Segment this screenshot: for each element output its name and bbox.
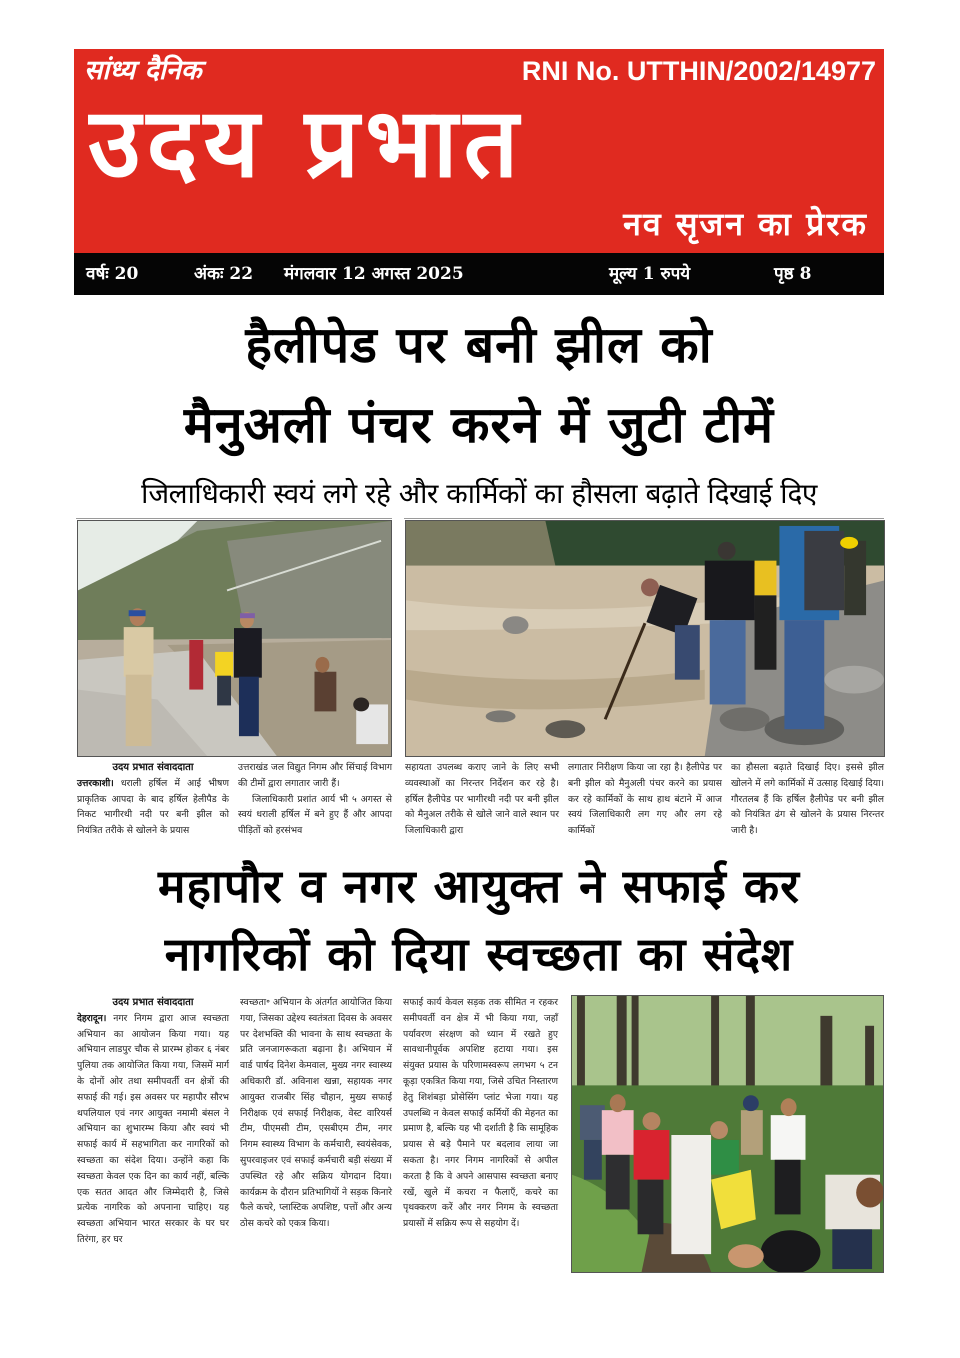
story2-dateline: देहरादून।	[77, 1012, 107, 1024]
divider	[76, 518, 392, 519]
story1-photo-river	[405, 520, 885, 757]
story1-column-4	[568, 760, 722, 839]
story1-body-text: जिलाधिकारी प्रशांत आर्य भी ५ अगस्त से स्वयं धराली हर्षिल में बने हुए हैं और आपदा पीड़ितों को हरसंभव	[238, 793, 392, 837]
story1-column-5	[731, 760, 884, 839]
masthead	[74, 49, 884, 253]
story2-body-text: नगर निगम द्वारा आज स्वच्छता अभियान का आयोजन किया गया। यह अभियान लाडपुर चौक से प्रारम्भ होकर ६ नंबर पुलिया तक आयोजित किया गया, जिसमें मार्ग के दोनों ओर तथा समीपवर्ती वन क्षेत्रों की सफाई की गई। इस अवसर पर महापौर सौरभ थपलियाल एवं नगर आयुक्त नमामी बंसल ने अभियान का शुभारम्भ किया और स्वयं भी सफाई कार्य में सहभागिता कर नागरिकों को स्वच्छता का संदेश दिया। उन्होंने कहा कि स्वच्छता केवल एक दिन का कार्य नहीं, बल्कि एक सतत आदत और जिम्मेदारी है, जिसे प्रत्येक नागरिक को अपनाना चाहिए। यह स्वच्छता अभियान भारत सरकार के घर घर तिरंगा, हर घर	[77, 1012, 230, 1245]
rni-number: RNI No. UTTHIN/2002/14977	[521, 56, 876, 86]
story2-byline: उदय प्रभात संवाददाता	[112, 997, 194, 1008]
story1-subheadline: जिलाधिकारी स्वयं लगे रहे और कार्मिकों का हौसला बढ़ाते दिखाई दिए	[141, 477, 817, 510]
story1-body-text: लगातार निरीक्षण किया जा रहा है। हैलीपेड पर बनी झील को मैनुअली पंचर करने का प्रयास कर रहे कार्मिकों के साथ हाथ बंटाने में आज स्वयं जिलाधिकारी लग गए और लग रहे कार्मिकों	[568, 762, 722, 837]
volume-year: वर्षः 20	[86, 264, 139, 284]
story1-body-text: धराली हर्षिल में आई भीषण प्राकृतिक आपदा के बाद हर्षिल हेलीपैड के निकट भागीरथी नदी पर बनी झील को नियंत्रित तरीके से खोलने के प्रयास	[77, 777, 229, 837]
story2-column-1	[77, 995, 229, 1248]
story2-headline	[74, 852, 884, 988]
photo-river-image	[406, 521, 884, 756]
page-number: पृष्ठ 8	[774, 264, 812, 284]
divider	[404, 518, 884, 519]
price: मूल्य 1 रुपये	[609, 264, 691, 284]
story2-column-3	[403, 995, 558, 1232]
story1-body-text: का हौसला बढ़ाते दिखाई दिए। इससे झील खोलने में लगे कार्मिकों में उत्साह दिखाई दिया। गौरतलब हैं कि हर्षिल हैलीपेड पर बनी झील को नियंत्रित ढंग से खोलने के प्रयास निरन्तर जारी है।	[731, 762, 884, 837]
issue-number: अंकः 22	[194, 264, 254, 284]
photo-riverside-image	[78, 521, 391, 756]
story1-headline	[74, 305, 884, 465]
story1-dateline: उत्तरकाशी।	[77, 777, 114, 789]
story1-photo-riverside	[77, 520, 392, 757]
story2-body-text: सफाई कार्य केवल सड़क तक सीमित न रहकर समीपवर्ती वन क्षेत्र में भी किया गया, जहाँ पर्यावरण संरक्षण को ध्यान में रखते हुए सावधानीपूर्वक अपशिष्ट हटाया गया। इस संयुक्त प्रयास के परिणामस्वरूप लगभग ५ टन कूड़ा एकत्रित किया गया, जिसे उचित निस्तारण हेतु शिशंबड़ा प्रोसेसिंग प्लांट भेजा गया। यह उपलब्धि न केवल सफाई कर्मियों की मेहनत का प्रमाण है, बल्कि यह भी दर्शाती है कि सामूहिक प्रयास से बड़े पैमाने पर बदलाव लाया जा सकता है। नगर निगम नागरिकों से अपील करता है कि वे अपने आसपास स्वच्छता बनाए रखें, खुले में कचरा न फैलाएँ, कचरे का पृथक्करण करें और नगर निगम के स्वच्छता प्रयासों में सक्रिय रूप से सहयोग दें।	[403, 997, 558, 1230]
story1-byline: उदय प्रभात संवाददाता	[112, 762, 194, 773]
newspaper-title: उदय प्रभात	[88, 89, 525, 197]
story1-column-2	[238, 760, 392, 839]
masthead-slogan: नव सृजन का प्रेरक	[623, 205, 868, 243]
story2-photo-cleanup	[571, 995, 884, 1273]
masthead-tagline: सांध्य दैनिक	[84, 55, 202, 86]
story1-body-text: सहायता उपलब्ध कराए जाने के लिए सभी व्यवस्थाओं का निरन्तर निर्देशन कर रहे है। हर्षिल हैलीपेड पर भागीरथी नदी पर बनी झील को मैनुअल तरीके से खोले जाने वाले स्थान पर जिलाधिकारी द्वारा	[405, 762, 559, 837]
story1-headline-line1: हैलीपेड पर बनी झील को	[245, 316, 713, 374]
issue-date: मंगलवार 12 अगस्त 2025	[284, 264, 464, 284]
story1-headline-line2: मैनुअली पंचर करने में जुटी टीमें	[183, 396, 775, 454]
story2-headline-line1: महापौर व नगर आयुक्त ने सफाई कर	[158, 859, 800, 913]
story2-headline-line2: नागरिकों को दिया स्वच्छता का संदेश	[164, 927, 794, 981]
issue-info-bar	[74, 253, 884, 295]
story2-column-2	[240, 995, 392, 1232]
story1-column-1	[77, 760, 229, 839]
story2-body-text: स्वच्छता॰ अभियान के अंतर्गत आयोजित किया गया, जिसका उद्देश्य स्वतंत्रता दिवस के अवसर पर देशभक्ति की भावना के साथ स्वच्छता के प्रति जनजागरूकता बढ़ाना है। अभियान में वार्ड पार्षद दिनेश केमवाल, मुख्य नगर स्वास्थ्य अधिकारी डॉ. अविनाश खन्ना, सहायक नगर आयुक्त राजबीर सिंह चौहान, मुख्य सफाई निरीक्षक एवं सफाई निरीक्षक, वेस्ट वारियर्स टीम, पीएमसी टीम, एसबीएम टीम, नगर निगम स्वास्थ्य विभाग के कर्मचारी, स्वयंसेवक, सुपरवाइजर एवं सफाई कर्मचारी बड़ी संख्या में उपस्थित रहे और सक्रिय योगदान दिया। कार्यक्रम के दौरान प्रतिभागियों ने सड़क किनारे फैले कचरे, प्लास्टिक अपशिष्ट, पत्तों और अन्य ठोस कचरे को एकत्र किया।	[240, 997, 392, 1230]
photo-cleanup-image	[572, 996, 883, 1272]
story1-column-3	[405, 760, 559, 839]
story1-body-text: उत्तराखंड जल विद्युत निगम और सिंचाई विभाग की टीमों द्वारा लगातार जारी हैं।	[238, 762, 392, 789]
